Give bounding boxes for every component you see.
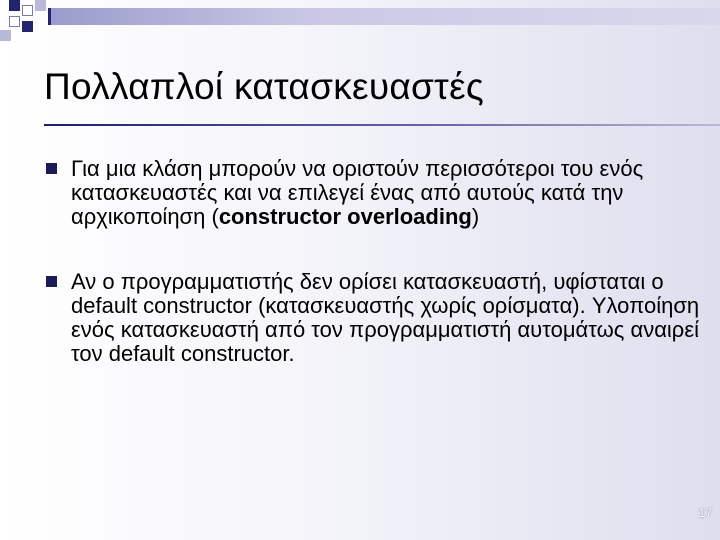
square-decoration-icon (35, 0, 46, 11)
bullet-text-part: Για μια κλάση μπορούν να οριστούν περισσότεροι του ενός κατασκευαστές και να επιλεγεί ένας από αυτούς κατά την αρχικοποίηση ( (71, 156, 644, 229)
page-number: 17 (698, 506, 712, 520)
square-decoration-icon (9, 16, 20, 27)
square-decoration-icon (22, 21, 33, 32)
title-underline (44, 124, 720, 126)
header-band-edge (48, 8, 51, 25)
bullet-bold-term: constructor overloading (218, 204, 472, 229)
square-decoration-icon (22, 5, 33, 16)
bullet-text-part: Αν ο προγραμματιστής δεν ορίσει κατασκευαστή, υφίσταται ο default constructor (κατασκευαστής χωρίς ορίσματα). Υλοποίηση ενός κατασκευαστή από τον προγραμματιστή αυτομάτως αναιρεί τον default constructor. (71, 269, 700, 366)
square-decoration-icon (0, 30, 11, 41)
bullet-item (43, 270, 703, 366)
square-bullet-icon (46, 163, 57, 174)
bullet-item (43, 157, 703, 229)
bullet-text-part: ) (471, 204, 480, 229)
header-band (48, 8, 720, 25)
square-decoration-icon (9, 0, 20, 11)
bullet-text (71, 156, 643, 229)
bullet-list (43, 157, 703, 407)
slide-title: Πολλαπλοί κατασκευαστές (44, 66, 485, 107)
square-bullet-icon (46, 276, 57, 287)
bullet-text (71, 269, 699, 366)
